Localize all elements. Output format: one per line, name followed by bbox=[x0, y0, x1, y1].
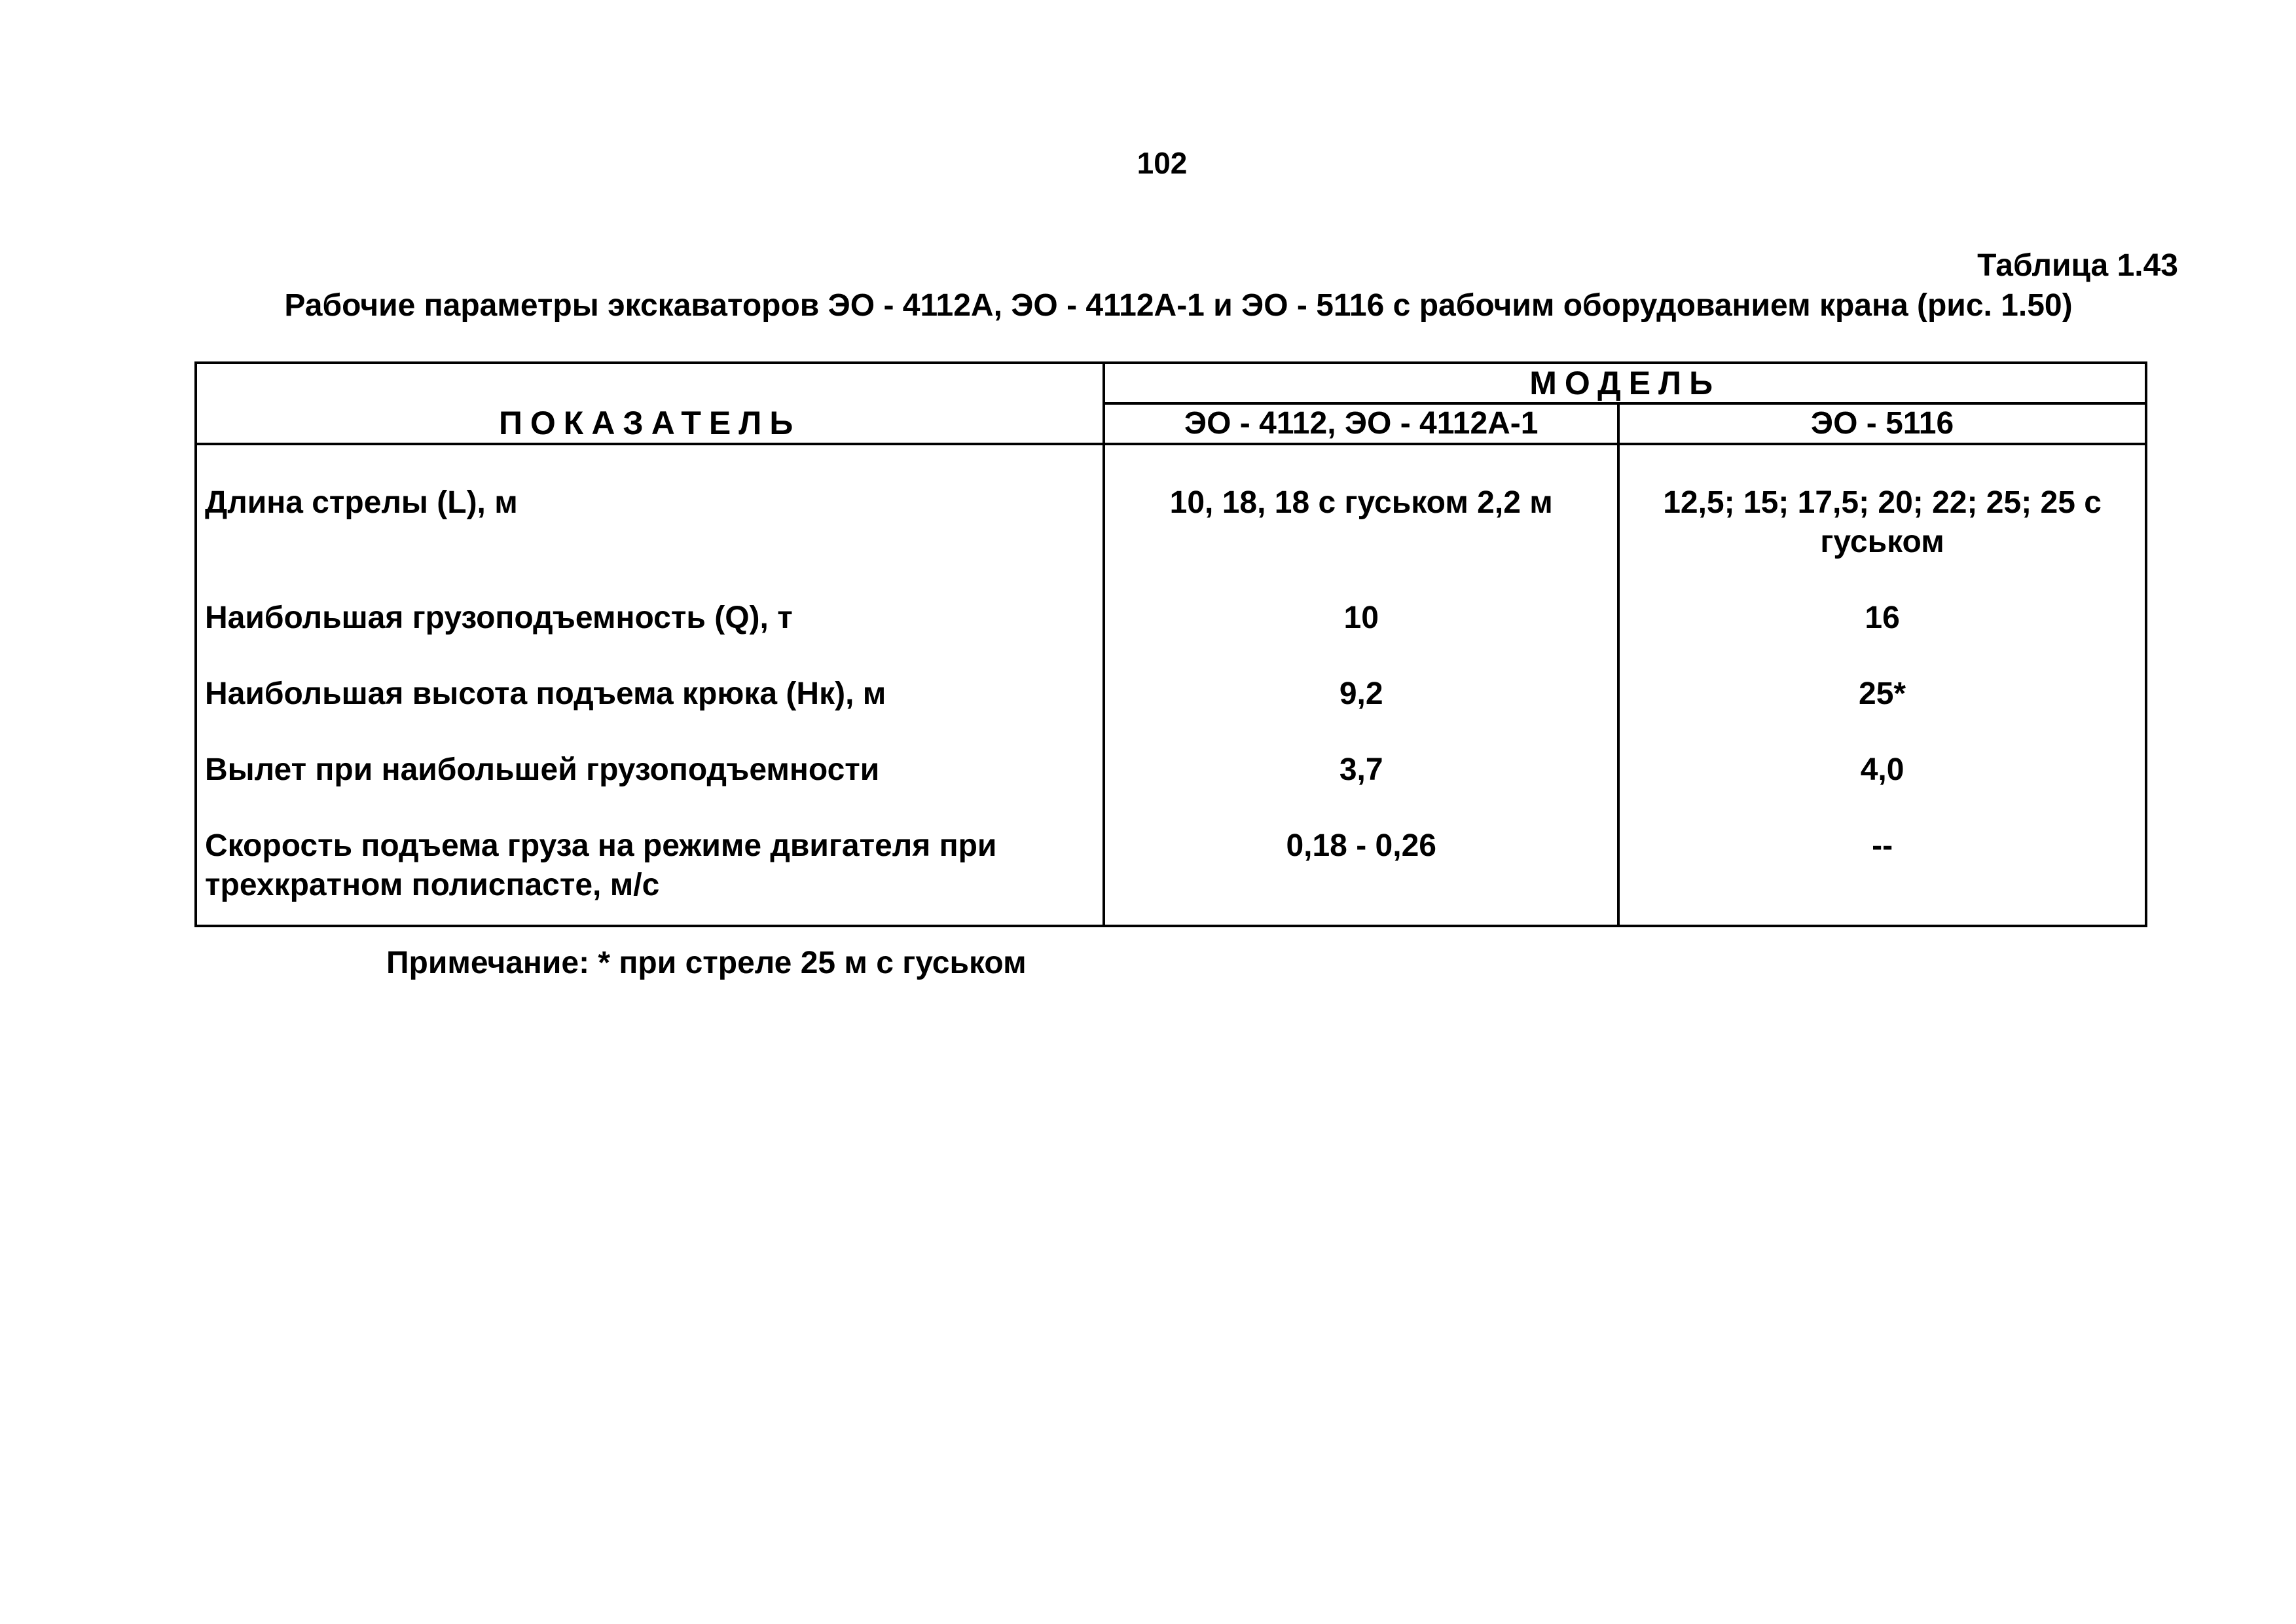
table-number: Таблица 1.43 bbox=[1977, 248, 2178, 283]
row-value-model-2: 25* bbox=[1618, 642, 2146, 718]
page-number: 102 bbox=[1137, 146, 1188, 180]
table-title: Рабочие параметры экскаваторов ЭО - 4112А, ЭО - 4112А-1 и ЭО - 5116 с рабочим оборудованием крана (рис. 1.50) bbox=[284, 288, 2073, 323]
table-row bbox=[196, 794, 2146, 926]
table-row bbox=[196, 718, 2146, 794]
header-model: МОДЕЛЬ bbox=[1104, 363, 2146, 403]
header-model-2: ЭО - 5116 bbox=[1618, 403, 2146, 444]
row-parameter: Наибольшая высота подъема крюка (Нк), м bbox=[196, 642, 1104, 718]
header-model-1: ЭО - 4112, ЭО - 4112А-1 bbox=[1104, 403, 1618, 444]
row-parameter: Скорость подъема груза на режиме двигателя при трехкратном полиспасте, м/с bbox=[196, 794, 1104, 926]
row-value-model-2: 4,0 bbox=[1618, 718, 2146, 794]
row-parameter: Длина стрелы (L), м bbox=[196, 444, 1104, 566]
row-value-model-1: 10, 18, 18 с гуськом 2,2 м bbox=[1104, 444, 1618, 566]
row-value-model-2: 12,5; 15; 17,5; 20; 22; 25; 25 с гуськом bbox=[1618, 444, 2146, 566]
table-row bbox=[196, 444, 2146, 566]
row-value-model-2: -- bbox=[1618, 794, 2146, 926]
parameters-table bbox=[194, 361, 2147, 927]
row-parameter: Наибольшая грузоподъемность (Q), т bbox=[196, 566, 1104, 642]
table-note: Примечание: * при стреле 25 м с гуськом bbox=[386, 946, 1027, 980]
row-parameter: Вылет при наибольшей грузоподъемности bbox=[196, 718, 1104, 794]
header-parameter: ПОКАЗАТЕЛЬ bbox=[196, 363, 1104, 444]
table-row bbox=[196, 642, 2146, 718]
row-value-model-1: 9,2 bbox=[1104, 642, 1618, 718]
row-value-model-2: 16 bbox=[1618, 566, 2146, 642]
row-value-model-1: 3,7 bbox=[1104, 718, 1618, 794]
row-value-model-1: 10 bbox=[1104, 566, 1618, 642]
table-row bbox=[196, 566, 2146, 642]
row-value-model-1: 0,18 - 0,26 bbox=[1104, 794, 1618, 926]
